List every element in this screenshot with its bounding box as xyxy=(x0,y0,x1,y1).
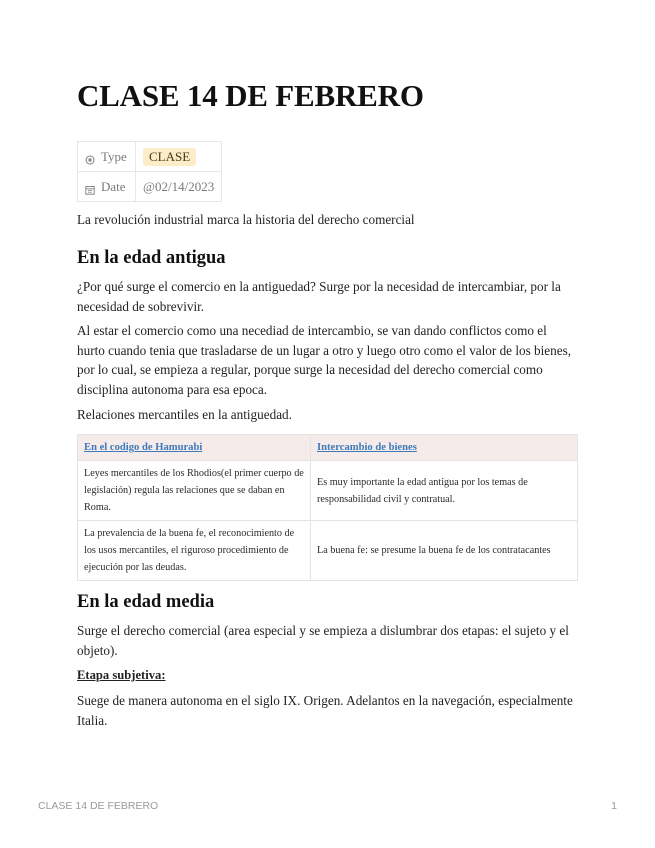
table-row xyxy=(78,461,578,521)
table-cell: La prevalencia de la buena fe, el reconocimiento de los usos mercantiles, el riguroso procedimiento de ejecución por las deudas. xyxy=(78,521,311,581)
table-cell: Leyes mercantiles de los Rhodios(el primer cuerpo de legislación) regula las relaciones que se daban en Roma. xyxy=(78,461,311,521)
property-type-label: Type xyxy=(101,148,127,164)
property-type-row xyxy=(78,142,222,172)
subheading-etapa-subjetiva: Etapa subjetiva: xyxy=(77,668,166,682)
footer-title: CLASE 14 DE FEBRERO xyxy=(38,800,159,812)
table-header-row xyxy=(78,435,578,461)
property-date-row xyxy=(78,172,222,202)
paragraph-media-1: Surge el derecho comercial (area especial y se empieza a dislumbrar dos etapas: el sujeto y el objeto). xyxy=(77,623,569,658)
property-type-value-cell[interactable] xyxy=(136,142,222,172)
property-type-key xyxy=(78,142,136,172)
page-number: 1 xyxy=(611,800,617,812)
header-link-intercambio[interactable]: Intercambio de bienes xyxy=(317,442,417,453)
table-cell: Es muy importante la edad antigua por los temas de responsabilidad civil y contratual. xyxy=(311,461,578,521)
relaciones-table xyxy=(77,434,578,581)
properties-table xyxy=(77,141,222,202)
property-date-key xyxy=(78,172,136,202)
calendar-icon xyxy=(85,183,95,193)
table-header-cell xyxy=(311,435,578,461)
paragraph-antigua-2: Al estar el comercio como una necediad de intercambio, se van dando conflictos como el hurto cuando tenia que trasladarse de un lugar a otro y luego otro como el valor de los bienes, por lo cual, se empieza a regular, porque surge la necesidad del derecho comercial como disciplina autonoma para esa epoca. xyxy=(77,323,572,397)
property-date-value[interactable]: @02/14/2023 xyxy=(136,172,222,202)
table-header-cell xyxy=(78,435,311,461)
page-title: CLASE 14 DE FEBRERO xyxy=(77,78,424,113)
paragraph-media-2: Suege de manera autonoma en el siglo IX. Origen. Adelantos en la navegación, especialmente Italia. xyxy=(77,693,573,728)
section-heading-antigua: En la edad antigua xyxy=(77,248,226,268)
intro-paragraph: La revolución industrial marca la historia del derecho comercial xyxy=(77,212,415,227)
section-heading-media: En la edad media xyxy=(77,592,215,612)
table-cell: La buena fe: se presume la buena fe de los contratacantes xyxy=(311,521,578,581)
type-icon xyxy=(85,153,95,163)
paragraph-antigua-3: Relaciones mercantiles en la antiguedad. xyxy=(77,407,292,422)
property-date-label: Date xyxy=(101,178,126,194)
paragraph-antigua-1: ¿Por qué surge el comercio en la antiguedad? Surge por la necesidad de intercambiar, por la necesidad de sobrevivir. xyxy=(77,279,561,314)
type-tag[interactable]: CLASE xyxy=(143,148,196,166)
header-link-hamurabi[interactable]: En el codigo de Hamurabi xyxy=(84,442,203,453)
table-row xyxy=(78,521,578,581)
